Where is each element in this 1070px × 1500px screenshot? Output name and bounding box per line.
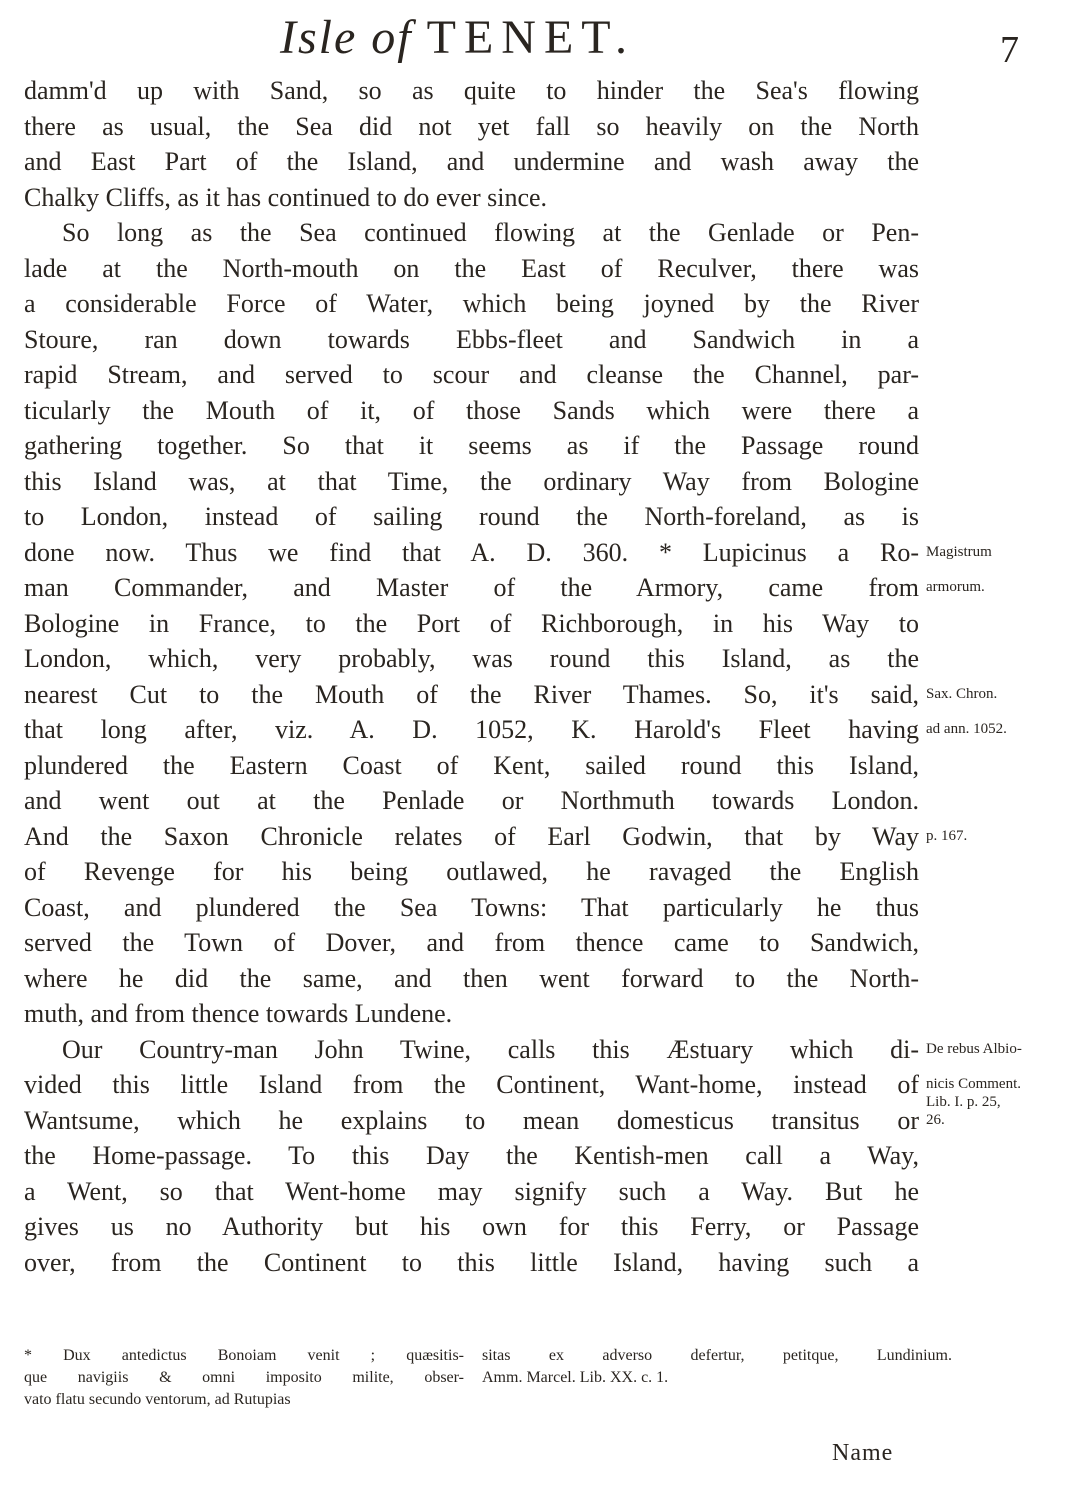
- text-line: gives us no Authority but his own for this Ferry, or Passage: [24, 1212, 919, 1241]
- text-line: where he did the same, and then went forward to the North-: [24, 963, 919, 993]
- text-line: a considerable Force of Water, which being joyned by the River: [24, 289, 919, 318]
- text-line: this Island was, at that Time, the ordinary Way from Bologine: [24, 466, 919, 496]
- footnote-line: * Dux antedictus Bonoiam venit ; quæsitis-: [24, 1347, 464, 1364]
- text-line: nearest Cut to the Mouth of the River Thames. So, it's said,: [24, 679, 919, 709]
- text-line: there as usual, the Sea did not yet fall so heavily on the North: [24, 111, 919, 141]
- text-line: damm'd up with Sand, so as quite to hinder the Sea's flowing: [24, 76, 919, 105]
- text-line: Coast, and plundered the Sea Towns: That particularly he thus: [24, 892, 919, 922]
- text-line: rapid Stream, and served to scour and cleanse the Channel, par-: [24, 360, 919, 389]
- margin-note: Magistrum: [926, 543, 992, 560]
- text-line: a Went, so that Went-home may signify such a Way. But he: [24, 1176, 919, 1206]
- text-line: served the Town of Dover, and from thence came to Sandwich,: [24, 928, 919, 957]
- text-line: Wantsume, which he explains to mean domesticus transitus or: [24, 1105, 919, 1135]
- text-line: over, from the Continent to this little Island, having such a: [24, 1247, 919, 1277]
- margin-note: ad ann. 1052.: [926, 721, 1007, 737]
- margin-note: armorum.: [926, 579, 985, 595]
- text-line: gathering together. So that it seems as if the Passage round: [24, 431, 919, 460]
- text-line: Bologine in France, to the Port of Richborough, in his Way to: [24, 608, 919, 638]
- text-line: ticularly the Mouth of it, of those Sands which were there a: [24, 395, 919, 425]
- running-head-caps: TENET.: [426, 11, 636, 64]
- text-line: So long as the Sea continued flowing at the Genlade or Pen-: [62, 218, 919, 247]
- text-line: vided this little Island from the Continent, Want-home, instead of: [24, 1070, 919, 1099]
- margin-note: p. 167.: [926, 827, 968, 844]
- footnote-line: sitas ex adverso defertur, petitque, Lundinium.: [482, 1347, 952, 1364]
- margin-note: nicis Comment.: [926, 1076, 1021, 1092]
- running-head-italic: Isle of: [280, 11, 413, 64]
- margin-note: De rebus Albio-: [926, 1040, 1022, 1057]
- text-line: and went out at the Penlade or Northmuth towards London.: [24, 786, 919, 815]
- text-line: And the Saxon Chronicle relates of Earl Godwin, that by Way: [24, 821, 919, 851]
- text-line: Chalky Cliffs, as it has continued to do ever since.: [24, 182, 548, 212]
- margin-note: Sax. Chron.: [926, 685, 998, 702]
- footnote-column-left: [24, 1345, 464, 1411]
- text-line: plundered the Eastern Coast of Kent, sailed round this Island,: [24, 750, 919, 780]
- text-line: done now. Thus we find that A. D. 360. * Lupicinus a Ro-: [24, 537, 919, 567]
- text-line: Stoure, ran down towards Ebbs-fleet and Sandwich in a: [24, 324, 919, 354]
- text-line: the Home-passage. To this Day the Kentish-men call a Way,: [24, 1141, 919, 1170]
- text-line: to London, instead of sailing round the North-foreland, as is: [24, 502, 919, 531]
- text-line: that long after, viz. A. D. 1052, K. Harold's Fleet having: [24, 715, 919, 744]
- text-line: London, which, very probably, was round this Island, as the: [24, 644, 919, 673]
- running-head: [280, 10, 760, 65]
- footnote-column-right: [482, 1345, 952, 1389]
- catchword: Name: [832, 1440, 894, 1466]
- footnote-line: Amm. Marcel. Lib. XX. c. 1.: [482, 1369, 669, 1386]
- text-line: of Revenge for his being outlawed, he ravaged the English: [24, 857, 919, 886]
- text-line: Our Country-man John Twine, calls this Æstuary which di-: [62, 1034, 919, 1064]
- footnote-line: vato flatu secundo ventorum, ad Rutupias: [24, 1391, 291, 1408]
- text-line: and East Part of the Island, and undermine and wash away the: [24, 147, 919, 176]
- footnote-line: que navigiis & omni imposito milite, obser-: [24, 1369, 464, 1386]
- margin-note: 26.: [926, 1111, 945, 1128]
- margin-note: Lib. I. p. 25,: [926, 1093, 1001, 1110]
- text-line: muth, and from thence towards Lundene.: [24, 999, 453, 1028]
- text-line: lade at the North-mouth on the East of Reculver, there was: [24, 253, 919, 283]
- text-line: man Commander, and Master of the Armory, came from: [24, 573, 919, 602]
- body-text: [24, 73, 919, 1280]
- page-number: 7: [1000, 29, 1019, 71]
